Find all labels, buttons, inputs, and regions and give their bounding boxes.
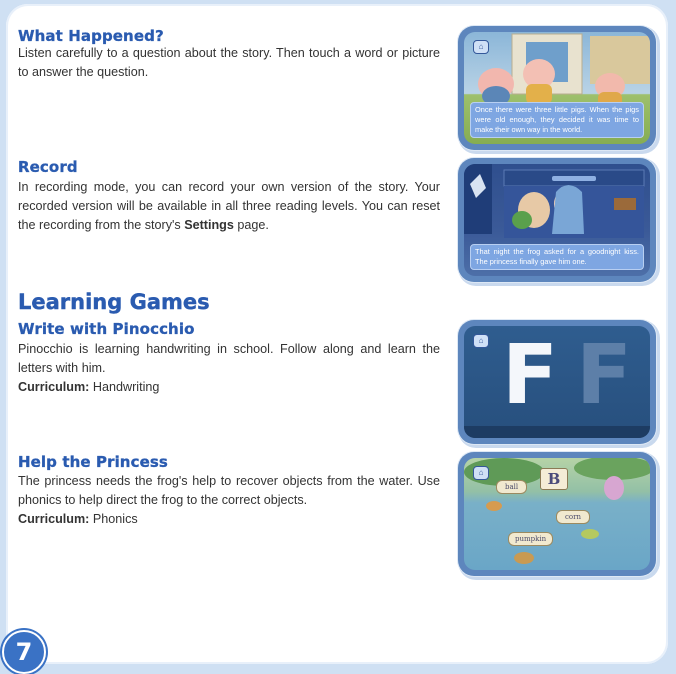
target-letter: B (540, 468, 568, 490)
letter-large: F (502, 328, 559, 423)
section-title-record: Record (18, 158, 78, 176)
section-title-learning-games: Learning Games (18, 290, 210, 314)
home-icon: ⌂ (473, 334, 489, 348)
screenshot-three-pigs (458, 26, 656, 150)
page-number: 7 (2, 630, 46, 674)
section-body-what-happened: Listen carefully to a question about the story. Then touch a word or picture to answer the question. (18, 46, 440, 79)
settings-keyword: Settings (184, 218, 234, 232)
screenshot-caption-pigs: Once there were three little pigs. When the pigs were old enough, they decided it was time to make their own way in the world. (470, 102, 644, 138)
home-icon: ⌂ (473, 466, 489, 480)
section-title-pinocchio: Write with Pinocchio (18, 320, 195, 338)
word-card-ball[interactable]: ball (496, 480, 527, 494)
section-body-record: In recording mode, you can record your own version of the story. Your recorded version will be available in all three reading levels. You can reset the recording from the story's Settings page. (18, 180, 440, 232)
letter-trace: F (576, 328, 633, 423)
screenshot-princess (458, 452, 656, 576)
section-body-pinocchio: Pinocchio is learning handwriting in school. Follow along and learn the letters with him. (18, 342, 440, 375)
word-card-pumpkin[interactable]: pumpkin (508, 532, 553, 546)
screenshot-pinocchio (458, 320, 656, 444)
curriculum-princess: Curriculum: Phonics (18, 512, 138, 526)
screenshot-caption-frog: That night the frog asked for a goodnight kiss. The princess finally gave him one. (470, 244, 644, 270)
screenshot-frog-princess (458, 158, 656, 282)
chalk-tray (464, 426, 650, 438)
section-body-princess: The princess needs the frog's help to recover objects from the water. Use phonics to help direct the frog to the correct objects. (18, 474, 440, 507)
section-title-princess: Help the Princess (18, 453, 168, 471)
section-title-what-happened: What Happened? (18, 27, 164, 45)
word-card-corn[interactable]: corn (556, 510, 590, 524)
home-icon: ⌂ (473, 40, 489, 54)
curriculum-pinocchio: Curriculum: Handwriting (18, 380, 160, 394)
